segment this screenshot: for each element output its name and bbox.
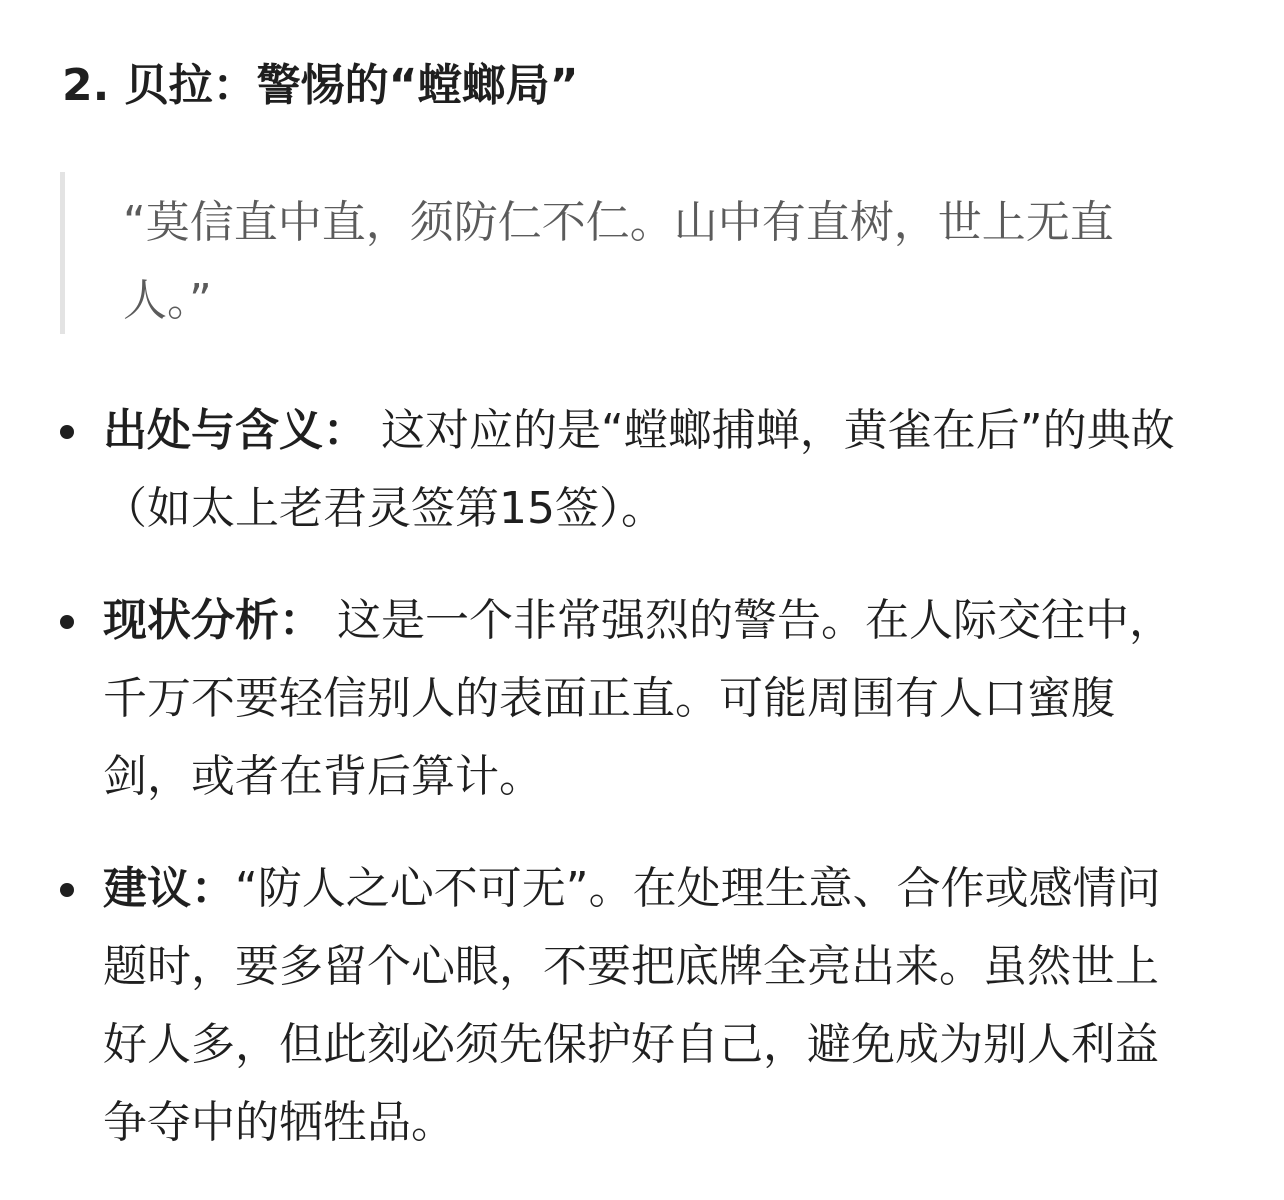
list-item-text — [103, 392, 1198, 548]
list-item-body: 这对应的是“螳螂捕蝉，黄雀在后”的典故（如太上老君灵签第15签）。 — [103, 405, 1175, 534]
quote-text: “莫信直中直，须防仁不仁。山中有直树，世上无直人。” — [123, 197, 1114, 326]
list-item-body: “防人之心不可无”。在处理生意、合作或感情问题时，要多留个心眼，不要把底牌全亮出来。虽然世上好人多，但此刻必须先保护好自己，避免成为别人利益争夺中的牺牲品。 — [103, 863, 1161, 1148]
list-item-label: 出处与含义： — [103, 405, 367, 456]
section-heading: 2. 贝拉：警惕的“螳螂局” — [62, 60, 579, 111]
bullet-icon — [60, 425, 74, 439]
list-item-label: 建议： — [103, 863, 235, 914]
bullet-icon — [60, 883, 74, 897]
list-item-text — [103, 850, 1198, 1162]
bullet-icon — [60, 615, 74, 629]
blockquote — [60, 172, 1170, 334]
list-item-body: 这是一个非常强烈的警告。在人际交往中，千万不要轻信别人的表面正直。可能周围有人口蜜腹剑，或者在背后算计。 — [103, 595, 1173, 802]
list-item-text — [103, 582, 1198, 816]
list-item-label: 现状分析： — [103, 595, 323, 646]
